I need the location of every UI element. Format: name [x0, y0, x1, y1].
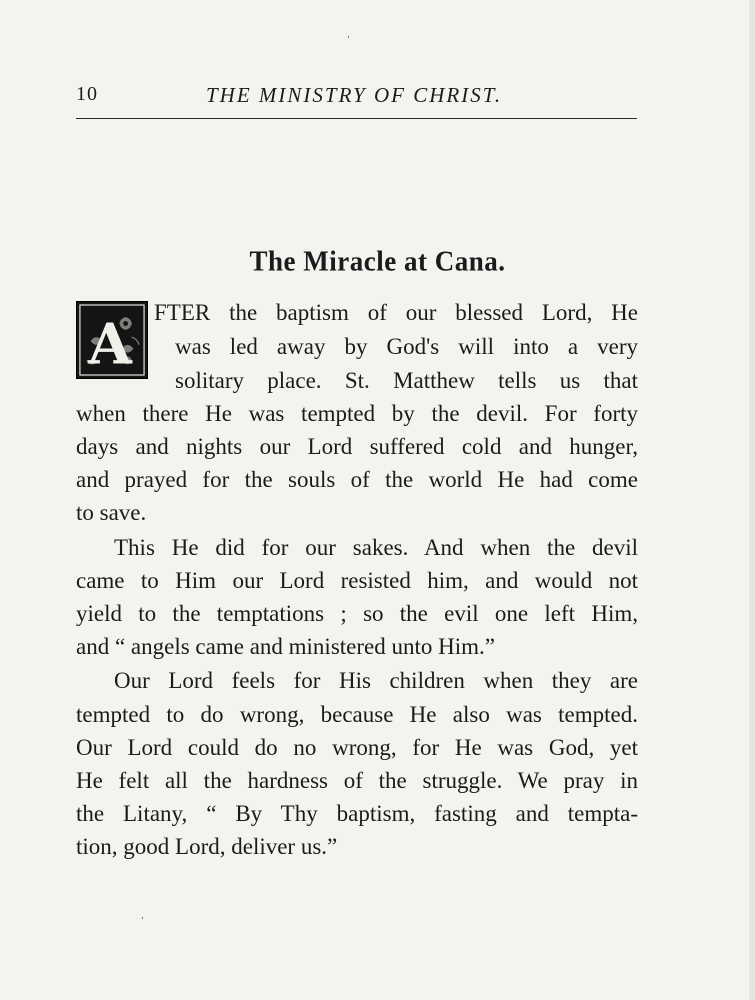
body-line: This He did for our sakes. And when the devil [114, 535, 638, 560]
body-line: came to Him our Lord resisted him, and would not [76, 568, 638, 593]
header-rule [76, 118, 637, 119]
body-line: the Litany, “ By Thy baptism, fasting and tempta- [76, 801, 638, 826]
drop-cap-letter: A [88, 311, 132, 378]
body-line: FTER the baptism of our blessed Lord, He [154, 300, 638, 325]
body-line: tion, good Lord, deliver us.” [76, 834, 338, 859]
running-title: THE MINISTRY OF CHRIST. [206, 83, 503, 107]
body-line: was led away by God's will into a very [175, 334, 638, 359]
chapter-title: The Miracle at Cana. [249, 245, 506, 277]
body-line: to save. [76, 500, 147, 525]
drop-cap-ornament-icon [77, 302, 147, 378]
body-line: He felt all the hardness of the struggle. We pray in [76, 768, 638, 793]
running-head [76, 83, 636, 113]
body-line: Our Lord could do no wrong, for He was God, yet [76, 735, 638, 760]
body-line: yield to the temptations ; so the evil one left Him, [76, 601, 638, 626]
body-line: Our Lord feels for His children when they are [114, 668, 638, 693]
body-line: solitary place. St. Matthew tells us that [175, 368, 638, 393]
page-edge [749, 0, 755, 1000]
body-line: days and nights our Lord suffered cold and hunger, [76, 434, 638, 459]
body-line: and prayed for the souls of the world He had come [76, 467, 638, 492]
scan-speck: ˌ [140, 905, 145, 920]
scan-speck: ˌ [346, 24, 351, 39]
body-line: and “ angels came and ministered unto Him.” [76, 634, 495, 659]
body-line: when there He was tempted by the devil. For forty [76, 401, 638, 426]
body-line: tempted to do wrong, because He also was tempted. [76, 702, 638, 727]
ornamental-drop-cap [76, 301, 148, 379]
page-number: 10 [76, 83, 98, 105]
